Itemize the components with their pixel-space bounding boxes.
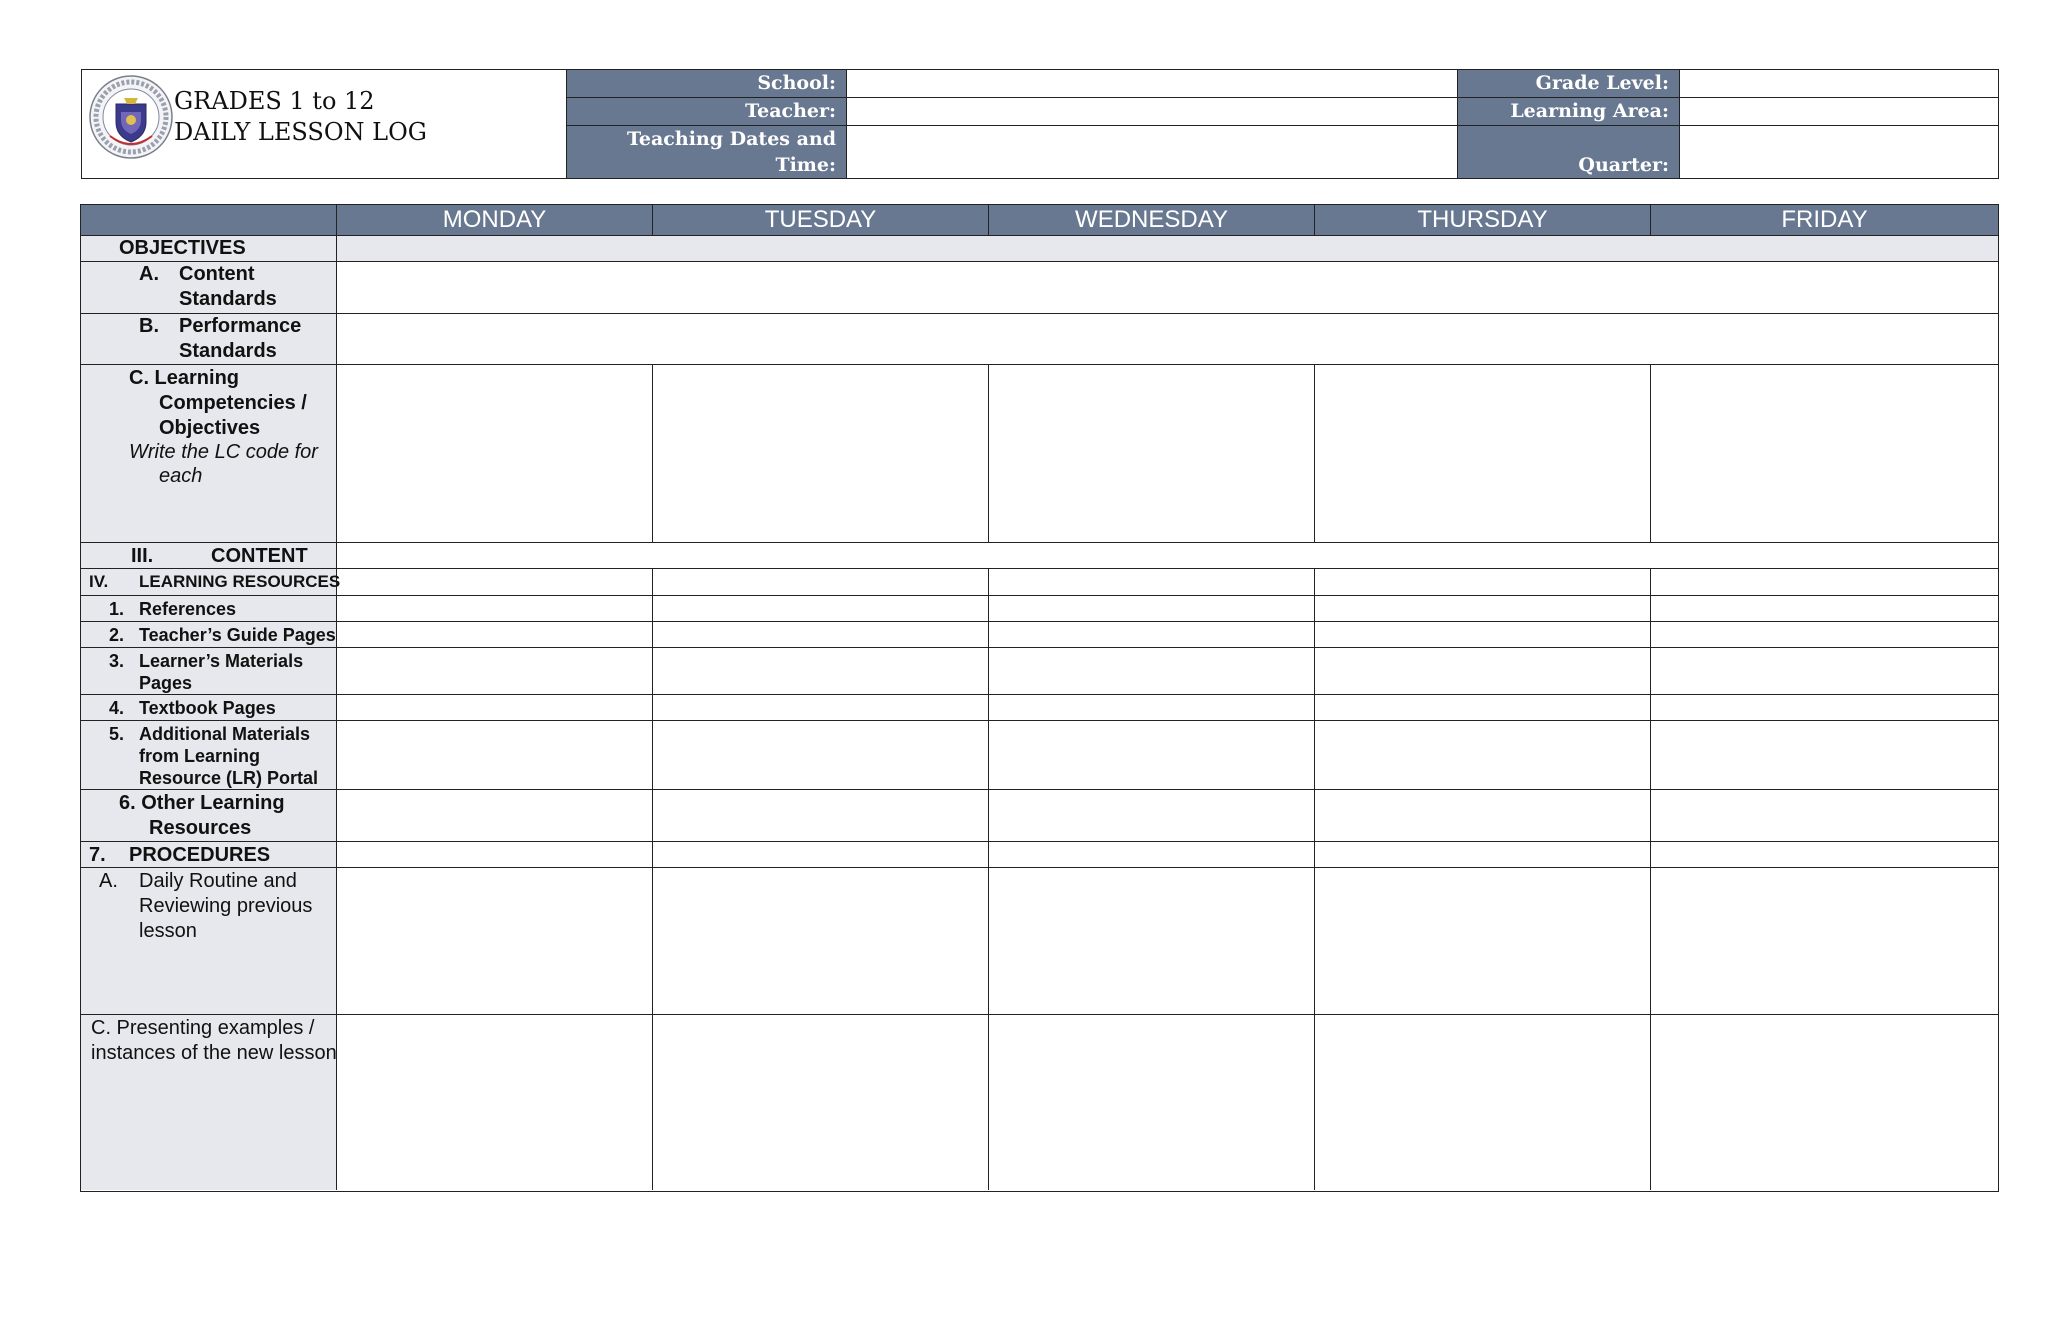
competencies-cell-wednesday[interactable] [989,365,1315,543]
teachers-guide-cell-thursday[interactable] [1315,622,1651,648]
additional-materials-label-cell [81,721,337,790]
teaching-dates-label [567,126,847,178]
procedures-cell-monday[interactable] [337,842,653,868]
additional-materials-line-1: Additional Materials [139,724,311,744]
other-resources-cell-friday[interactable] [1651,790,1998,842]
resources-cell-wednesday[interactable] [989,569,1315,596]
textbook-cell-wednesday[interactable] [989,695,1315,721]
textbook-pages-label: Textbook Pages [139,698,276,718]
textbook-cell-monday[interactable] [337,695,653,721]
learning-area-label: Learning Area: [1458,98,1680,126]
textbook-pages-label-cell [81,695,337,721]
day-header-tuesday: TUESDAY [653,205,989,236]
other-resources-line-1: 6. Other Learning [119,792,285,814]
brand-panel [82,70,567,178]
textbook-cell-tuesday[interactable] [653,695,989,721]
quarter-label: Quarter: [1458,126,1680,178]
daily-routine-line-3: lesson [139,920,197,942]
learning-competencies-line-1: C. Learning [129,367,240,389]
additional-materials-line-2: from Learning [139,746,261,766]
additional-materials-cell-monday[interactable] [337,721,653,790]
procedures-label: PROCEDURES [129,844,271,866]
learning-resources-number: IV. [89,572,109,591]
deped-seal-icon [88,74,174,160]
day-header-wednesday: WEDNESDAY [989,205,1315,236]
resources-cell-tuesday[interactable] [653,569,989,596]
presenting-examples-cell-tuesday[interactable] [653,1015,989,1190]
learning-resources-label-cell [81,569,341,596]
lesson-log-table [80,204,1999,1192]
performance-standards-line-2: Standards [179,340,277,362]
competencies-cell-tuesday[interactable] [653,365,989,543]
content-standards-line-2: Standards [179,288,277,310]
content-label: CONTENT [211,545,308,567]
textbook-cell-friday[interactable] [1651,695,1998,721]
competencies-cell-monday[interactable] [337,365,653,543]
learners-materials-cell-friday[interactable] [1651,648,1998,695]
teachers-guide-cell-tuesday[interactable] [653,622,989,648]
procedures-cell-tuesday[interactable] [653,842,989,868]
presenting-examples-line-1: C. Presenting examples / [91,1017,315,1039]
teaching-dates-field[interactable] [847,126,1458,178]
performance-standards-field[interactable] [337,314,1998,365]
additional-materials-cell-wednesday[interactable] [989,721,1315,790]
daily-routine-cell-wednesday[interactable] [989,868,1315,1015]
presenting-examples-cell-monday[interactable] [337,1015,653,1190]
teachers-guide-label-cell [81,622,337,648]
grade-level-label: Grade Level: [1458,70,1680,98]
corner-header-cell [81,205,337,236]
references-number: 1. [109,599,125,619]
brand-line-1: GRADES 1 to 12 [174,87,375,115]
learners-materials-label-cell [81,648,337,695]
learners-materials-cell-wednesday[interactable] [989,648,1315,695]
learning-competencies-label-cell [81,365,337,543]
lesson-log-header [81,69,1999,179]
resources-cell-monday[interactable] [337,569,653,596]
references-cell-wednesday[interactable] [989,596,1315,622]
brand-title [174,86,427,148]
daily-routine-label-cell [81,868,337,1015]
other-resources-label-cell [81,790,337,842]
content-standards-field[interactable] [337,262,1998,314]
textbook-pages-number: 4. [109,698,125,718]
learners-materials-cell-tuesday[interactable] [653,648,989,695]
references-cell-thursday[interactable] [1315,596,1651,622]
other-resources-cell-tuesday[interactable] [653,790,989,842]
content-field[interactable] [337,543,1998,569]
daily-routine-line-1: Daily Routine and [139,870,297,892]
presenting-examples-line-2: instances of the new lesson [91,1042,337,1064]
procedures-cell-friday[interactable] [1651,842,1998,868]
teachers-guide-label: Teacher’s Guide Pages [139,625,336,645]
learning-resources-label: LEARNING RESOURCES [139,572,341,591]
competencies-cell-thursday[interactable] [1315,365,1651,543]
daily-routine-cell-tuesday[interactable] [653,868,989,1015]
presenting-examples-cell-thursday[interactable] [1315,1015,1651,1190]
additional-materials-cell-tuesday[interactable] [653,721,989,790]
teacher-field[interactable] [847,98,1458,126]
teacher-label: Teacher: [567,98,847,126]
references-label-cell [81,596,337,622]
day-header-monday: MONDAY [337,205,653,236]
content-standards-line-1: Content [179,263,255,285]
daily-routine-letter: A. [99,870,118,892]
resources-cell-friday[interactable] [1651,569,1998,596]
objectives-band [337,236,1998,262]
competencies-cell-friday[interactable] [1651,365,1998,543]
textbook-cell-thursday[interactable] [1315,695,1651,721]
additional-materials-cell-friday[interactable] [1651,721,1998,790]
other-resources-cell-monday[interactable] [337,790,653,842]
teachers-guide-cell-monday[interactable] [337,622,653,648]
teaching-dates-label-line-2: Time: [775,154,836,176]
daily-routine-line-2: Reviewing previous [139,895,313,917]
learners-materials-line-1: Learner’s Materials [139,651,304,671]
procedures-number: 7. [89,844,106,866]
references-cell-monday[interactable] [337,596,653,622]
learners-materials-cell-thursday[interactable] [1315,648,1651,695]
school-label: School: [567,70,847,98]
daily-routine-cell-friday[interactable] [1651,868,1998,1015]
learning-competencies-note-1: Write the LC code for [129,441,318,463]
teaching-dates-label-line-1: Teaching Dates and [626,128,836,150]
school-field[interactable] [847,70,1458,98]
teachers-guide-cell-wednesday[interactable] [989,622,1315,648]
other-resources-line-2: Resources [149,817,252,839]
references-cell-friday[interactable] [1651,596,1998,622]
performance-standards-letter: B. [139,315,159,337]
learning-competencies-note-2: each [159,465,203,487]
performance-standards-line-1: Performance [179,315,302,337]
daily-routine-cell-thursday[interactable] [1315,868,1651,1015]
objectives-label: OBJECTIVES [119,237,246,259]
references-label: References [139,599,237,619]
content-number: III. [131,545,154,567]
procedures-cell-thursday[interactable] [1315,842,1651,868]
objectives-label-cell [81,236,337,262]
day-header-friday: FRIDAY [1651,205,1998,236]
learning-area-field[interactable] [1680,98,1998,126]
daily-routine-cell-monday[interactable] [337,868,653,1015]
day-header-thursday: THURSDAY [1315,205,1651,236]
procedures-cell-wednesday[interactable] [989,842,1315,868]
grade-level-field[interactable] [1680,70,1998,98]
other-resources-cell-thursday[interactable] [1315,790,1651,842]
content-label-cell [81,543,337,569]
other-resources-cell-wednesday[interactable] [989,790,1315,842]
procedures-label-cell [81,842,337,868]
presenting-examples-cell-wednesday[interactable] [989,1015,1315,1190]
presenting-examples-cell-friday[interactable] [1651,1015,1998,1190]
additional-materials-number: 5. [109,724,125,744]
presenting-examples-label-cell [81,1015,337,1190]
teachers-guide-number: 2. [109,625,125,645]
learners-materials-line-2: Pages [139,673,193,693]
resources-cell-thursday[interactable] [1315,569,1651,596]
quarter-field[interactable] [1680,126,1998,178]
learning-competencies-line-2: Competencies / [159,392,307,414]
brand-line-2: DAILY LESSON LOG [174,118,427,146]
learners-materials-cell-monday[interactable] [337,648,653,695]
performance-standards-label-cell [81,314,337,365]
additional-materials-cell-thursday[interactable] [1315,721,1651,790]
learning-competencies-line-3: Objectives [159,417,261,439]
additional-materials-line-3: Resource (LR) Portal [139,768,319,788]
content-standards-label-cell [81,262,337,314]
learners-materials-number: 3. [109,651,125,671]
references-cell-tuesday[interactable] [653,596,989,622]
content-standards-letter: A. [139,263,159,285]
teachers-guide-cell-friday[interactable] [1651,622,1998,648]
